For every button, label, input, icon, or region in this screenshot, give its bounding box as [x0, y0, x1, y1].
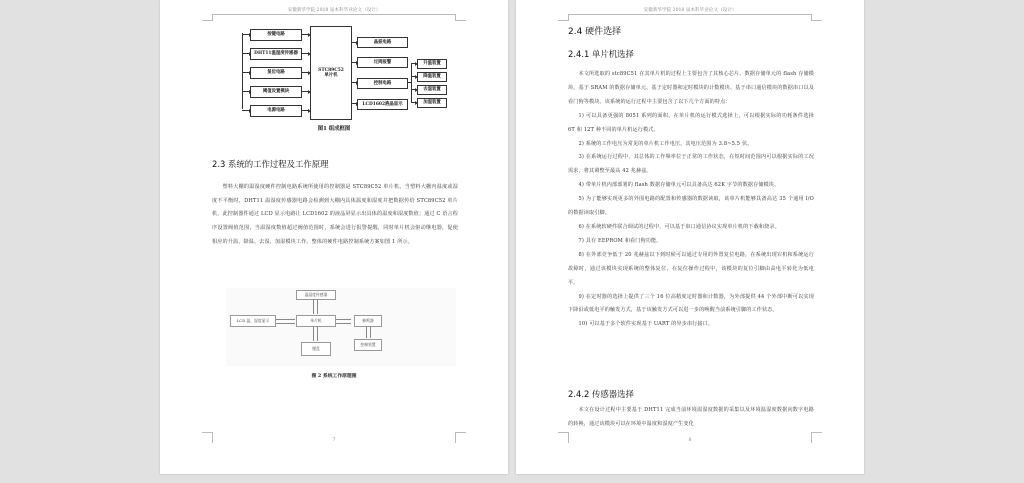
list-item: 2) 系统的工作电压为常见的单片机工作电压，其电压范围为 3.8~5.5 伏。 — [578, 140, 753, 147]
body-text — [568, 68, 814, 332]
arrow — [242, 72, 250, 73]
arrow-left — [276, 319, 295, 324]
section-heading-2-4-1: 2.4.1 单片机选择 — [568, 49, 634, 59]
header-corner-mark — [456, 20, 466, 21]
device-box: 去湿装置 — [417, 85, 447, 95]
arrow-down — [313, 326, 318, 341]
body-paragraph — [212, 181, 458, 250]
mcu-box: 单片机 — [296, 315, 336, 327]
arrow — [301, 110, 309, 111]
device-box: 升温装置 — [417, 59, 447, 69]
header-corner-mark — [812, 20, 822, 21]
list-item: 5) 为了能够实现更多的外围电路的配置和传感器的数据读取，该单片机能够具备高达 35 个通用 I/O 的数据读取引脚。 — [568, 196, 814, 217]
arrow — [411, 63, 416, 64]
section-heading-2-4-2: 2.4.2 传感器选择 — [568, 389, 634, 399]
arrow — [242, 91, 250, 92]
paragraph-text: 本文在设计过程中主要基于 DHT11 完成当前环境温湿度数据的采集以及环境温湿度数据向数字电路的转换，通过该模块可以在环境中温度和湿度产生变化 — [568, 407, 814, 427]
paragraph-text: 塑料大棚的温湿度硬件控制电路系统所使用的控制器是 STC89C52 单片机。当塑料大棚内温度或湿度不平衡时，DHT11 温湿度传感器电路会检测到大棚内具体温度和湿度并把数据传给 STC89C52 单片机，此控制器件通过 LCD 显示电路让 LCD1602 的液晶屏显示出具体的温度和湿度数值；通过 C 语言程序设置阀值范围，当温湿度数值超过阀值范围时，系统会进行报警提醒，同时单片机会驱动继电器，促使相应的升温、降温、去湿、加湿模块工作。整体的硬件电路控制系统方案如图 1 所示。 — [212, 184, 458, 245]
document-page-8 — [516, 0, 864, 474]
arrow-right — [336, 319, 351, 324]
arrow — [301, 53, 309, 54]
figure-background — [226, 288, 456, 366]
header-corner-mark — [558, 20, 568, 21]
input-box: 电源电路 — [250, 105, 302, 117]
device-box: 降温装置 — [417, 72, 447, 82]
list-item: 10) 可以基于多个软件实现基于 UART 的异步串行接口。 — [578, 321, 714, 328]
section-heading-2-4: 2.4 硬件选择 — [568, 27, 622, 37]
header-rule — [568, 14, 812, 21]
input-box: DHT11温湿度传感器 — [250, 48, 302, 60]
output-box: 过阀报警 — [357, 57, 408, 68]
list-item: 9) 在定时器的选择上提供了三个 16 位高精度定时器和计数器，为外部提供 44 个外部中断可以实现下降沿或低电平的触发方式，基于该触发方式可以进一步的唤醒当前系统引脚的工作状态。 — [568, 293, 814, 314]
output-box: 晶振电路 — [357, 37, 408, 48]
arrow — [242, 34, 250, 35]
keyboard-box: 键盘 — [301, 342, 331, 356]
output-box: 控制电路 — [357, 78, 408, 89]
page-header: 安徽新华学院 2018 届本科毕业论文（设计） — [643, 8, 737, 13]
header-corner-mark — [202, 20, 212, 21]
device-box: 加湿装置 — [417, 98, 447, 108]
figure-1-caption: 图1 组成框图 — [317, 126, 351, 132]
input-box: 复位电路 — [250, 67, 302, 79]
buzzer-box: 蜂鸣器 — [354, 315, 382, 327]
list-item: 8) 在外部竞争低于 20 兆赫兹以下到时候可以通过专用的外置复位电路，在系统出现宕机和系统运行故障时，通过该模块实现系统的整体复位，在复位操作过程中，该模块的复位引脚由高电平转化为低电平。 — [568, 251, 814, 286]
arrow — [411, 102, 416, 103]
arrow — [301, 34, 309, 35]
arrow — [242, 53, 250, 54]
document-page-7 — [160, 0, 508, 474]
mcu-box — [310, 26, 352, 120]
input-box: 阈值设置模块 — [250, 86, 302, 98]
header-rule — [212, 14, 456, 21]
control-box: 控制装置 — [354, 339, 382, 351]
list-item: 1) 可以具备更强的 8051 系列的面积，在单片机的运行模式选择上，可以根据实际的功耗条件选择 6T 和 12T 种不同的单片机运行模式。 — [568, 112, 814, 133]
output-box: LCD1602液晶显示 — [357, 99, 408, 110]
arrow — [411, 76, 416, 77]
arrow — [301, 91, 309, 92]
arrow — [411, 89, 416, 90]
list-item: 4) 带单片机内部部署的 flash 数据存储单元可以具备高达 62K 字节的数据存储模块。 — [578, 182, 780, 189]
connector — [242, 33, 243, 109]
page-number: 8 — [688, 438, 692, 443]
arrow-down — [366, 326, 371, 338]
paragraph-text: 本文所选取的 stc89C51 在其单片机的过程上主要包含了其核心芯片、数据存储单元的 flash 存储模块、基于 SRAM 的数据存储单元、基于定时器和定时模块的计数模块、基于串口通信模块的数据串口以及看门狗等模块。该系统的运行过程中主要包含了以下几个方面的特点： — [568, 71, 814, 105]
sensor-box: 温湿度传感器 — [296, 290, 336, 300]
mcu-label: 单片机 — [324, 73, 338, 78]
list-item: 7) 具有 EEPROM 和看门狗功能。 — [578, 237, 662, 244]
list-item: 6) 在系统软硬件联合调试的过程中，可以基于串口通信协议实现单片机的下载和烧录。 — [578, 223, 780, 230]
figure-2-caption: 图 2 系统工作原理图 — [311, 373, 357, 379]
page-number: 7 — [332, 438, 336, 443]
input-box: 按键电路 — [250, 29, 302, 41]
section-heading-2-3: 2.3 系统的工作过程及工作原理 — [212, 159, 329, 169]
page-header: 安徽新华学院 2018 届本科毕业论文（设计） — [287, 8, 381, 13]
connector — [411, 63, 412, 102]
body-text — [568, 404, 814, 432]
list-item: 3) 在系统运行过程中，其总体的工作频率位于正常的工作状态，在短时间范围内可以根据实际的工况需求，将其调整至最高 42 兆赫兹。 — [568, 154, 814, 175]
arrow — [242, 110, 250, 111]
mcu-model: STC89C52 — [318, 67, 344, 73]
arrow-down — [313, 299, 318, 314]
arrow — [301, 72, 309, 73]
display-box: LCD 温、湿度显示 — [230, 315, 276, 327]
